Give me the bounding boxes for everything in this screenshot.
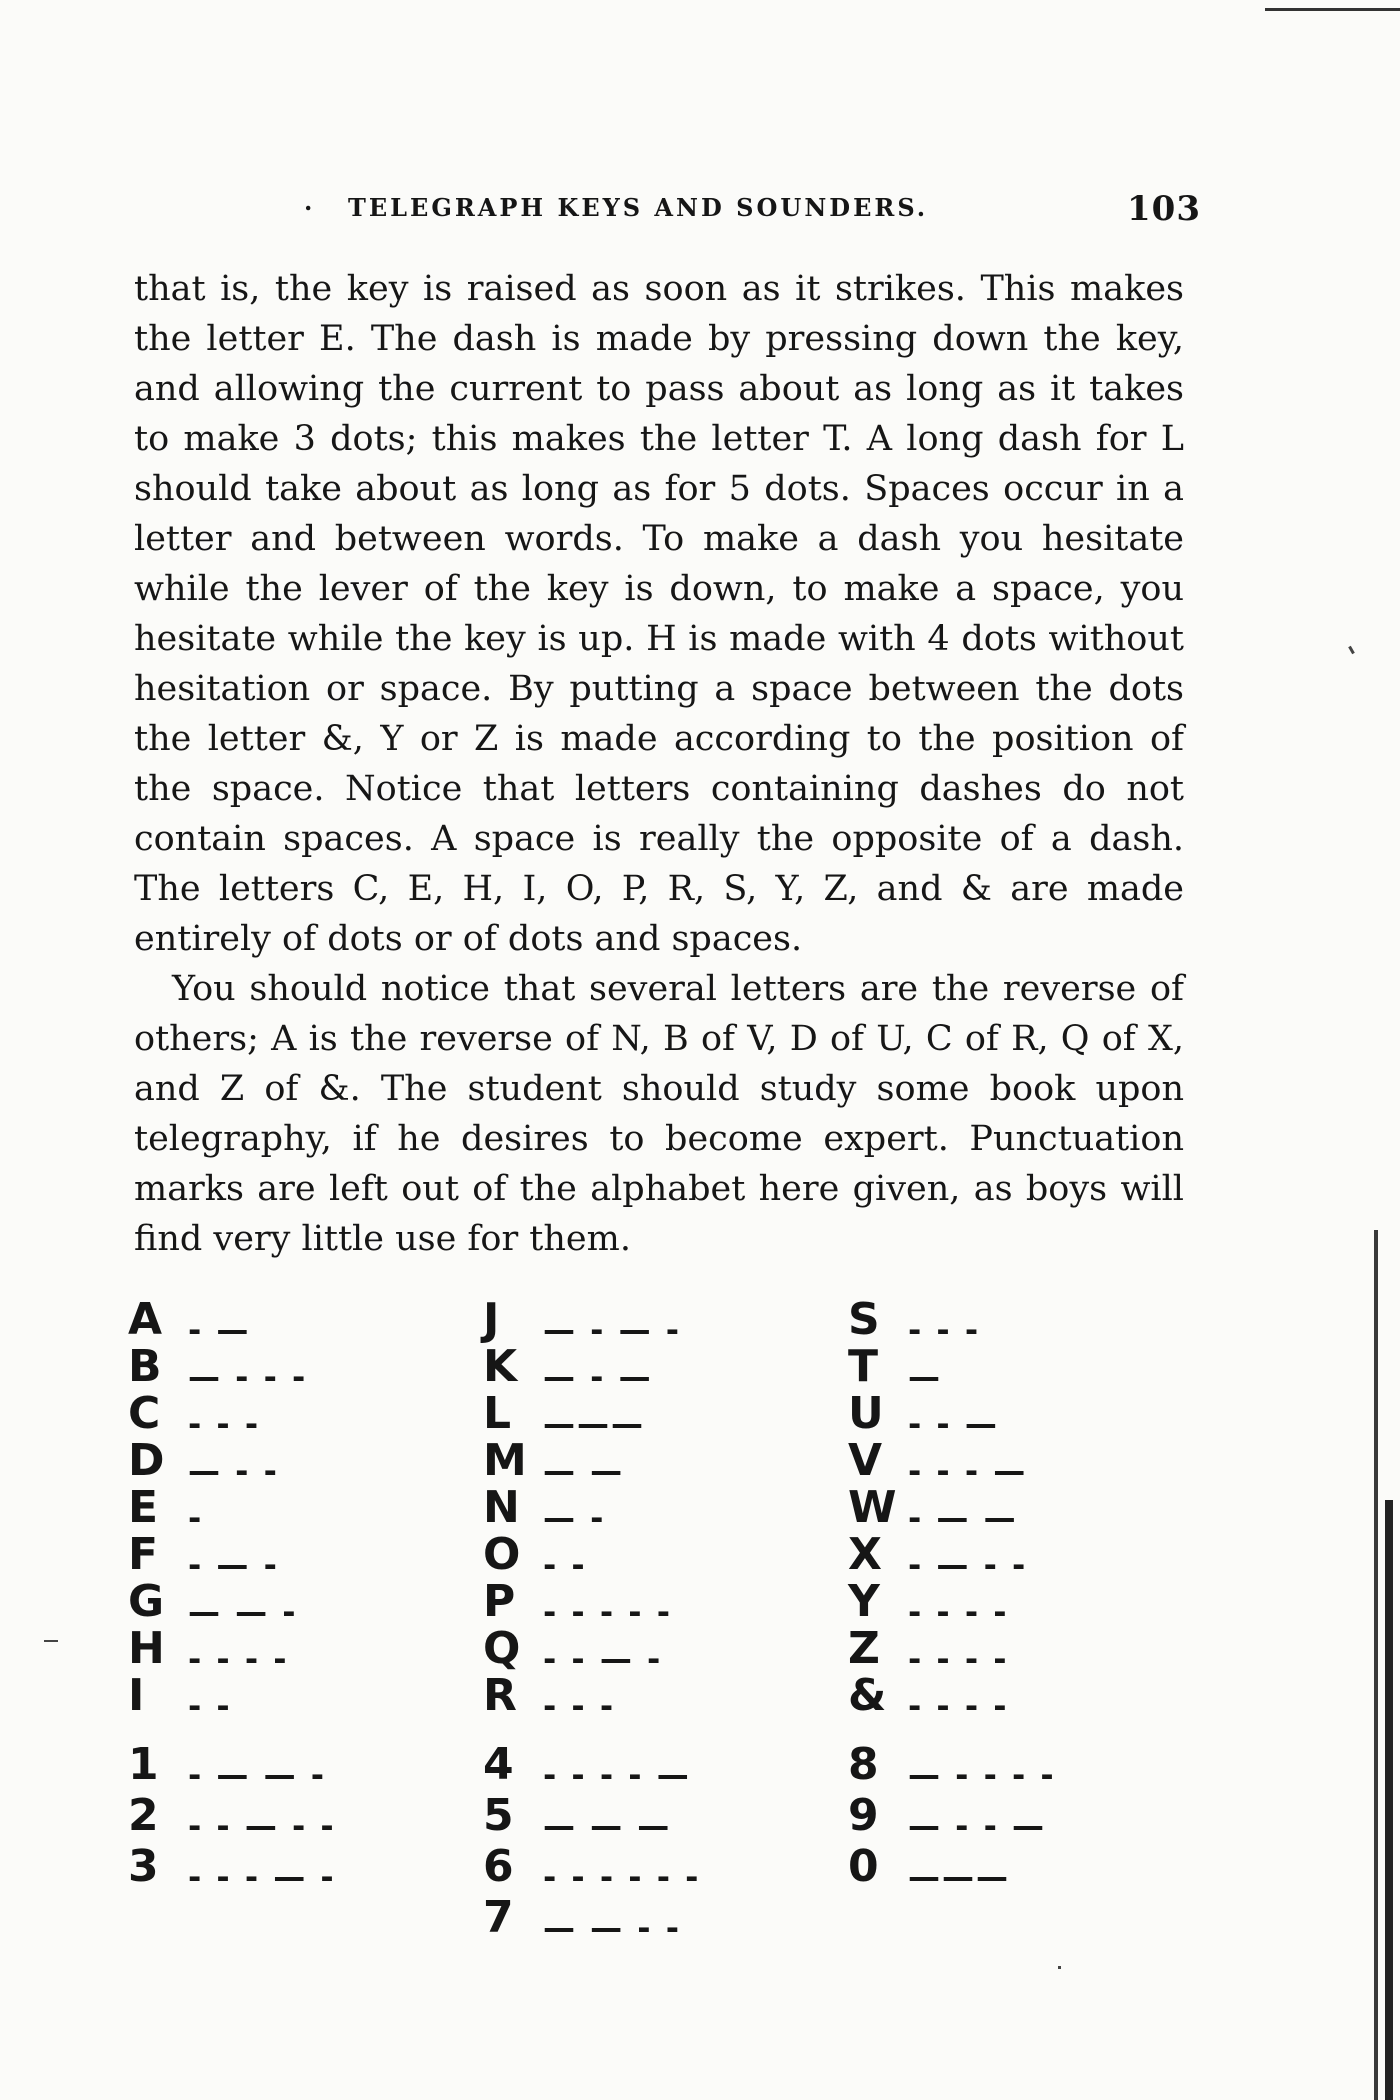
code-character: 8 [848,1739,879,1790]
code-character: L [483,1388,512,1439]
code-character: 0 [848,1841,879,1892]
code-signal: - — - [188,1546,279,1584]
code-signal: — [908,1358,942,1396]
code-character: F [128,1529,159,1580]
code-signal: - - - [908,1311,981,1349]
code-character: Q [483,1623,521,1674]
code-character: 3 [128,1841,159,1892]
code-signal: - — [188,1311,251,1349]
paragraph: that is, the key is raised as soon as it strikes. This makes the letter E. The dash is made by pressing down the key, and allowing the current to pass about as long as it takes to make 3 dots; this makes the letter T. A long dash for L should take about as long as for 5 dots. Spaces occur in a letter and between words. To make a dash you hesitate while the lever of the key is down, to make a space, you hesitate while the key is up. H is made with 4 dots without hesitation or space. By putting a space between the dots the letter &, Y or Z is made according to the position of the space. Notice that letters containing dashes do not contain spaces. A space is really the opposite of a dash. The letters C, E, H, I, O, P, R, S, Y, Z, and & are made entirely of dots or of dots and spaces. [134,269,1184,959]
code-character: I [128,1670,145,1721]
code-signal: — - [543,1499,606,1537]
code-character: S [848,1294,880,1345]
code-character: P [483,1576,516,1627]
code-character: O [483,1529,521,1580]
code-character: T [848,1341,879,1392]
code-character: Z [848,1623,880,1674]
code-signal: - - - - [908,1640,1009,1678]
code-character: M [483,1435,527,1486]
code-signal: - - - - [908,1593,1009,1631]
code-signal: — — - - [543,1909,681,1947]
code-character: D [128,1435,165,1486]
code-signal: — — - [188,1593,298,1631]
code-character: & [848,1670,887,1721]
code-character: 1 [128,1739,159,1790]
code-character: R [483,1670,517,1721]
code-character: U [848,1388,884,1439]
code-character: W [848,1482,897,1533]
code-signal: - - - - - - [543,1858,701,1896]
running-head-dot: . [304,187,316,216]
running-head-title: TELEGRAPH KEYS AND SOUNDERS. [348,193,929,222]
code-signal: - - - - [188,1640,289,1678]
code-character: V [848,1435,883,1486]
code-signal: — - - — [908,1807,1046,1845]
page-number: 103 [1127,189,1201,229]
code-character: 4 [483,1739,514,1790]
speck-mark [1348,646,1355,654]
code-signal: — — — [543,1807,672,1845]
code-signal: - - - - [908,1687,1009,1725]
code-character: A [128,1294,163,1345]
code-character: G [128,1576,165,1627]
body-text [134,264,1184,1264]
paragraph: You should notice that several letters are the reverse of others; A is the reverse of N, B of V, D of U, C of R, Q of X, and Z of &. The student should study some book upon telegraphy, if he desires to become expert. Punctuation marks are left out of the alphabet here given, as boys will find very little use for them. [134,969,1184,1259]
code-signal: - - — - - [188,1807,336,1845]
code-signal: - - [543,1546,587,1584]
code-signal: - - — [908,1405,999,1443]
code-character: B [128,1341,162,1392]
code-signal: - [188,1499,204,1537]
code-character: K [483,1341,518,1392]
code-signal: ——— [908,1858,1010,1896]
page-edge-binding [1385,1500,1393,2100]
code-signal: - - - — [908,1452,1028,1490]
code-signal: — - - - - [908,1756,1056,1794]
code-signal: — - - [188,1452,279,1490]
code-character: X [848,1529,882,1580]
code-character: 2 [128,1790,159,1841]
code-character: J [483,1294,500,1345]
code-signal: - - - - — [543,1756,691,1794]
speck-mark [44,1640,58,1642]
code-signal: - — — [908,1499,1018,1537]
code-signal: - - [188,1687,232,1725]
code-signal: - - - — - [188,1858,336,1896]
code-character: N [483,1482,520,1533]
telegraph-code-table [128,1294,1188,1978]
code-character: C [128,1388,161,1439]
code-character: E [128,1482,159,1533]
code-character: Y [848,1576,880,1627]
code-signal: — — [543,1452,625,1490]
page-edge-right [1374,1230,1378,2100]
code-signal: - - - - - [543,1593,672,1631]
code-signal: - — - - [908,1546,1028,1584]
code-signal: - - — - [543,1640,663,1678]
page-edge-top [1265,8,1400,11]
code-character: 6 [483,1841,514,1892]
code-signal: — - - - [188,1358,308,1396]
code-signal: - - - [543,1687,616,1725]
code-character: H [128,1623,165,1674]
code-character: 9 [848,1790,879,1841]
code-signal: — - — [543,1358,653,1396]
code-character: 7 [483,1892,514,1943]
code-signal: - - - [188,1405,261,1443]
code-character: 5 [483,1790,514,1841]
code-signal: - — — - [188,1756,326,1794]
code-signal: — - — - [543,1311,681,1349]
code-signal: ——— [543,1405,645,1443]
